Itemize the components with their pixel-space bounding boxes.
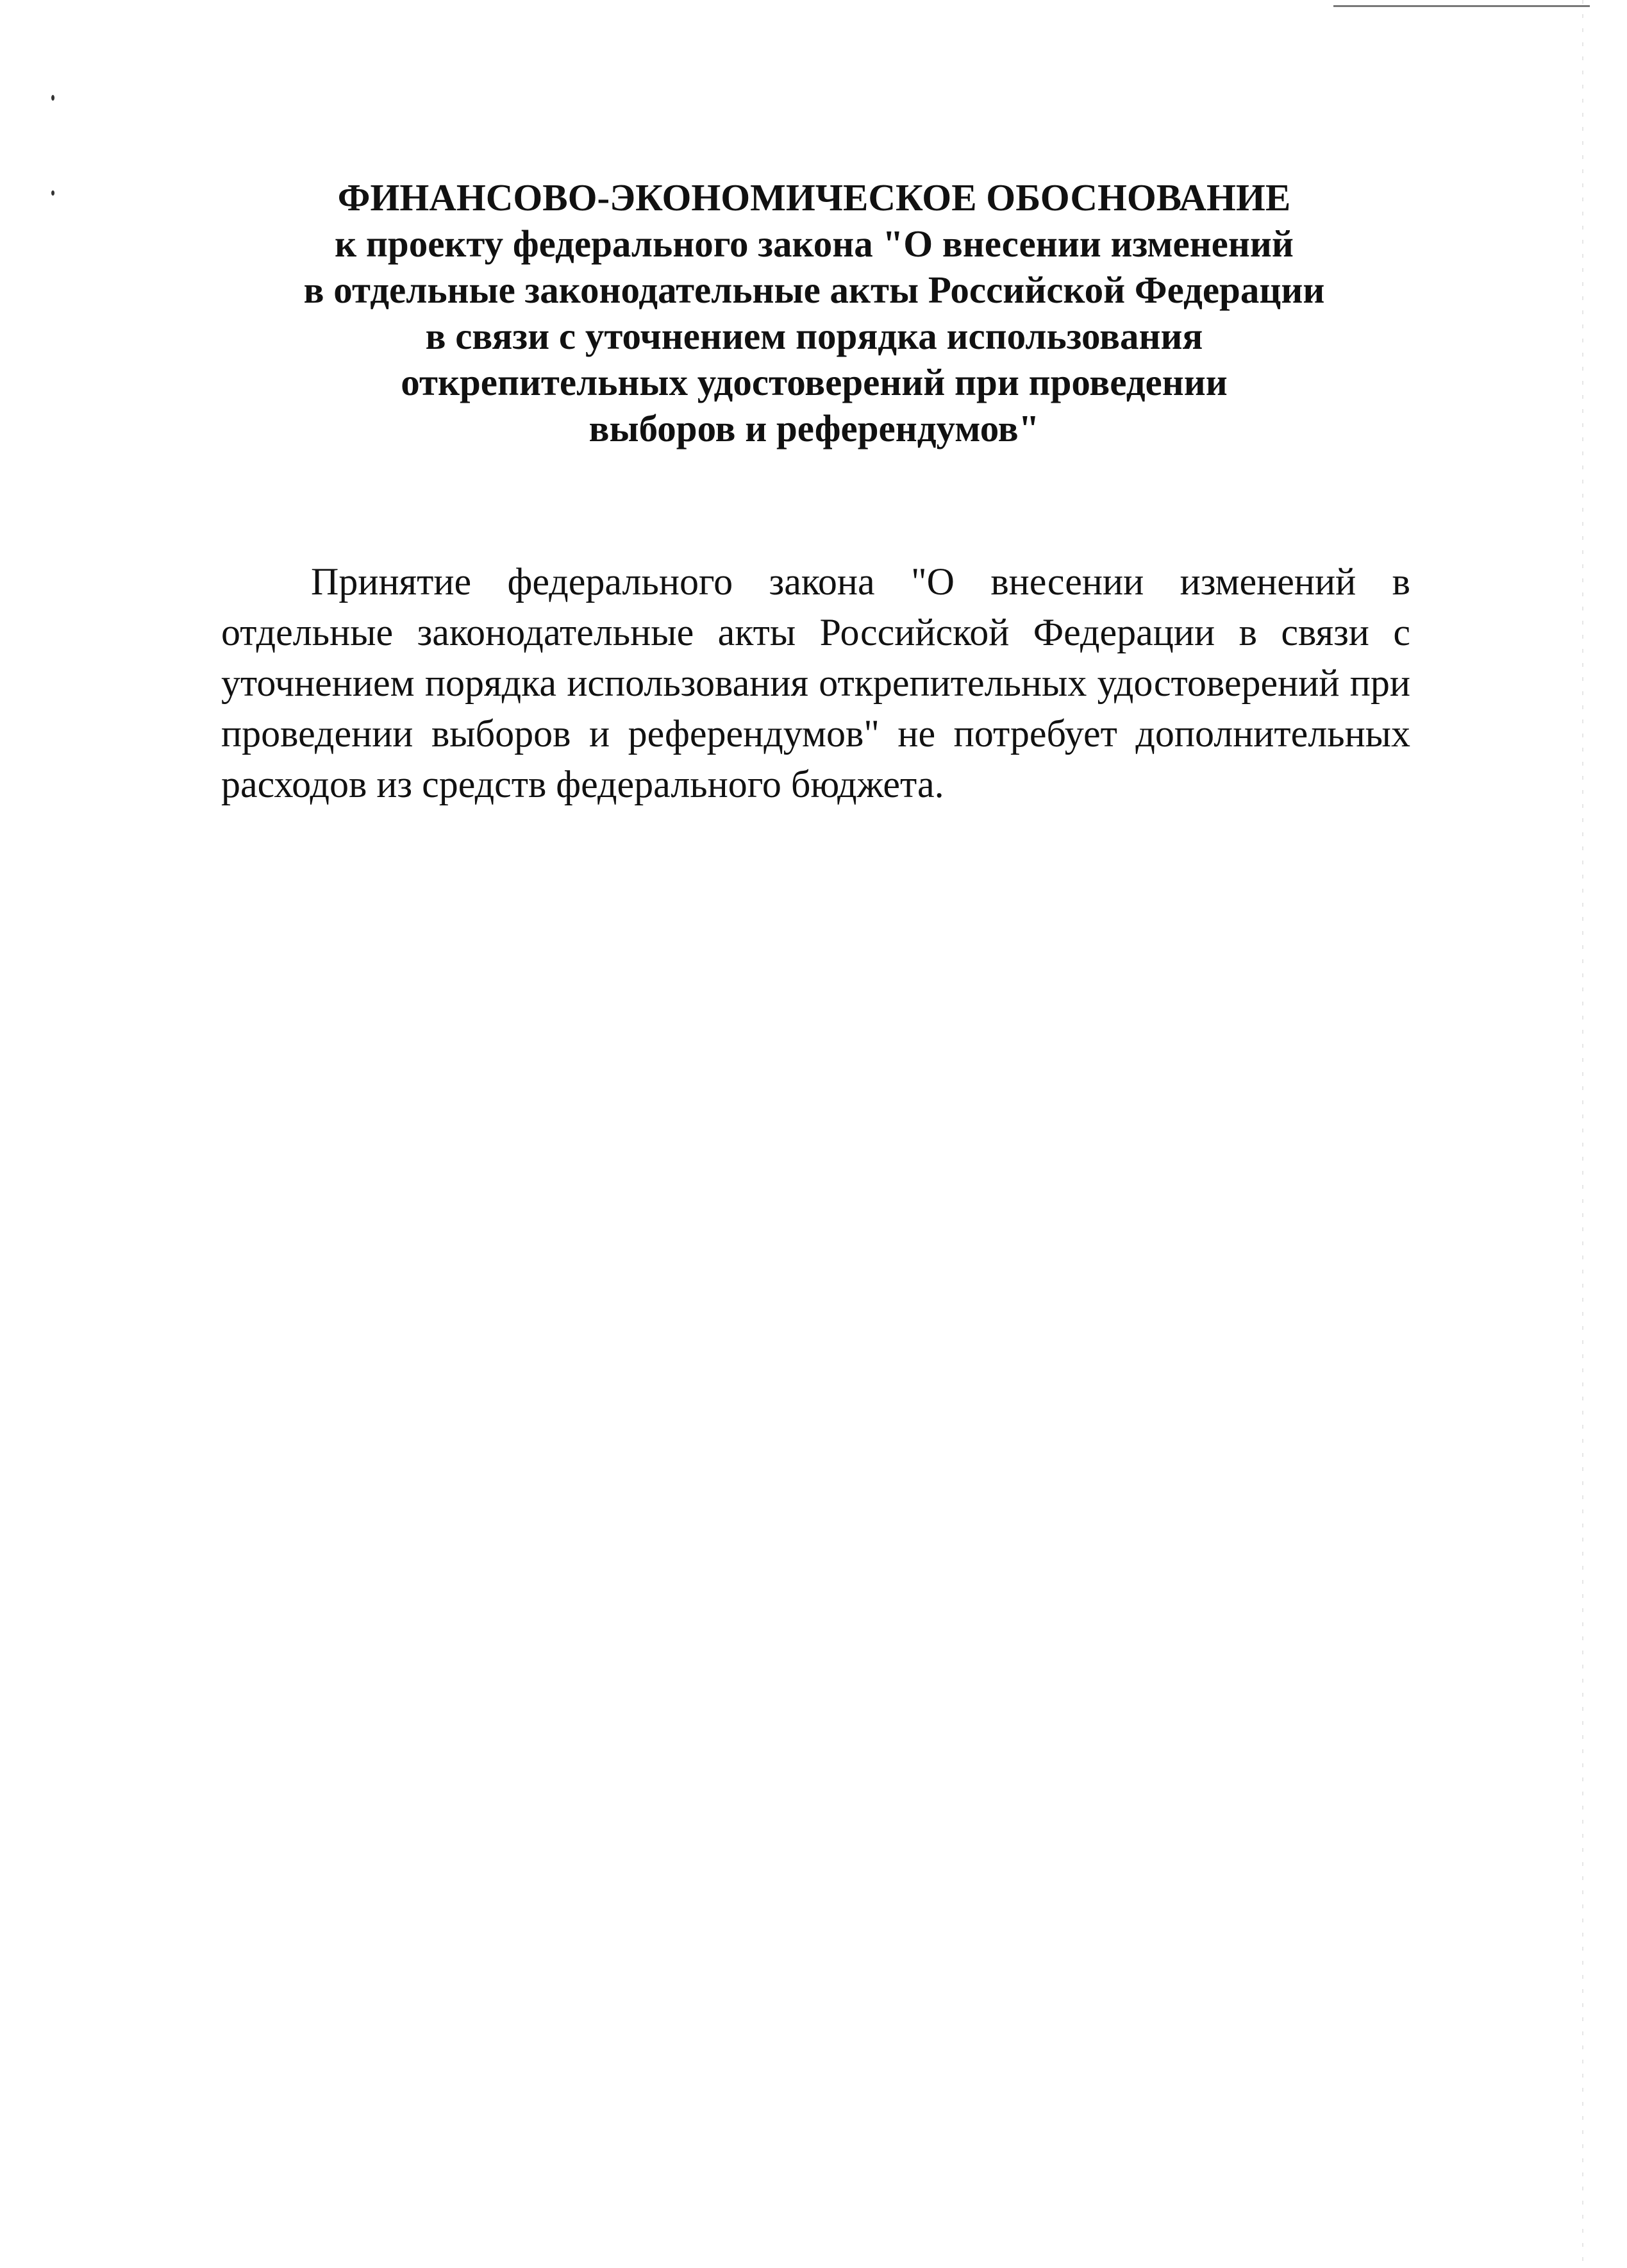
title-line-6: выборов и референдумов" [588, 407, 1040, 449]
body-paragraph: Принятие федерального закона "О внесении изменений в отдельные законодательные акты Российской Федерации в связи с уточнением порядка использования открепительных удостоверений при проведении выборов и референдумов" не потребует дополнительных расходов из средств федерального бюджета. [221, 560, 1410, 805]
scan-artifact-line [1333, 5, 1590, 7]
title-line-3: в отдельные законодательные акты Российской Федерации [303, 269, 1325, 311]
scan-speck [51, 190, 54, 196]
document-title [218, 174, 1410, 451]
title-line-2: к проекту федерального закона "О внесении изменений [335, 223, 1294, 265]
title-line-1: ФИНАНСОВО-ЭКОНОМИЧЕСКОЕ ОБОСНОВАНИЕ [337, 176, 1291, 219]
scan-speck [51, 95, 54, 101]
scan-artifact-edge [1582, 0, 1583, 2268]
title-line-5: открепительных удостоверений при проведении [401, 361, 1228, 403]
title-line-4: в связи с уточнением порядка использования [425, 315, 1203, 357]
